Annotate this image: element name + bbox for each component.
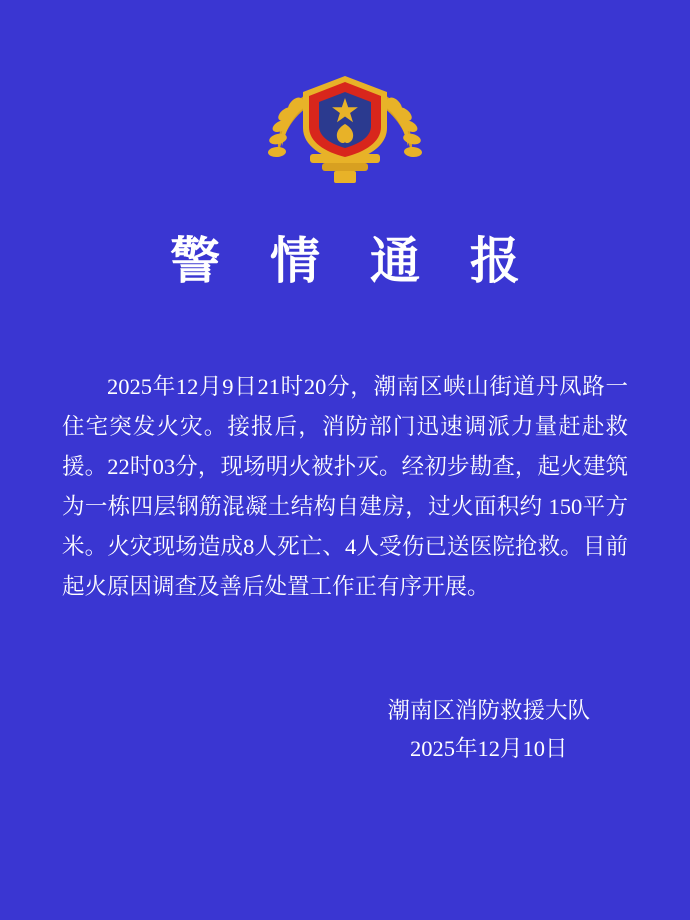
announcement-body-text: 2025年12月9日21时20分，潮南区峡山街道丹凤路一住宅突发火灾。接报后，消防部门迅速调派力量赶赴救援。22时03分，现场明火被扑灭。经初步勘查，起火建筑为一栋四层钢筋混凝土结构自建房，过火面积约 150平方米。火灾现场造成8人死亡、4人受伤已送医院抢救。目前起火原因调查及善后处置工作正有序开展。	[62, 374, 628, 599]
announcement-body	[62, 367, 628, 607]
signature-date: 2025年12月10日	[409, 736, 568, 761]
signature-organization: 潮南区消防救援大队	[387, 698, 590, 723]
signature-block	[387, 692, 590, 768]
emblem-graphic	[250, 62, 440, 192]
page-title: 警 情 通 报	[170, 233, 538, 289]
china-fire-rescue-emblem	[250, 62, 440, 192]
